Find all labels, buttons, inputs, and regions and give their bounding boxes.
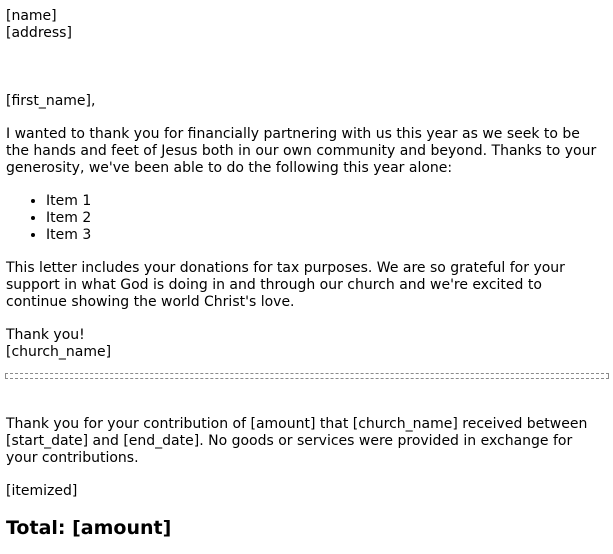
receipt-statement: Thank you for your contribution of [amount] that [church_name] received between [start_date] and [end_date]. No goods or services were provided in exchange for your contributions. — [6, 416, 588, 466]
signature: [church_name] — [6, 344, 112, 360]
spacer — [6, 311, 606, 327]
recipient-address: [address] — [6, 25, 72, 41]
intro-paragraph: I wanted to thank you for financially partnering with us this year as we seek to be the hands and feet of Jesus both in our own community and beyond. Thanks to your generosity, we've been able to do the following this year alone: — [6, 126, 597, 176]
total-heading: Total: [amount] — [6, 517, 172, 539]
greeting: [first_name], — [6, 93, 96, 109]
receipt-section — [6, 416, 606, 500]
recipient-name: [name] — [6, 8, 57, 24]
itemized-placeholder: [itemized] — [6, 483, 78, 499]
spacer — [6, 110, 606, 126]
spacer — [6, 177, 606, 193]
list-item: • Item 2 — [46, 210, 606, 227]
signoff: Thank you! — [6, 327, 85, 343]
closing-paragraph: This letter includes your donations for tax purposes. We are so grateful for your support in what God is doing in and through our church and we're excited to continue showing the world Christ's love. — [6, 260, 565, 310]
spacer — [6, 244, 606, 260]
list-item: • Item 3 — [46, 227, 606, 244]
page-break-divider — [5, 373, 609, 379]
item-list — [6, 193, 606, 244]
spacer — [6, 42, 606, 93]
spacer — [6, 467, 606, 483]
list-item: • Item 1 — [46, 193, 606, 210]
letter-body — [6, 8, 606, 361]
